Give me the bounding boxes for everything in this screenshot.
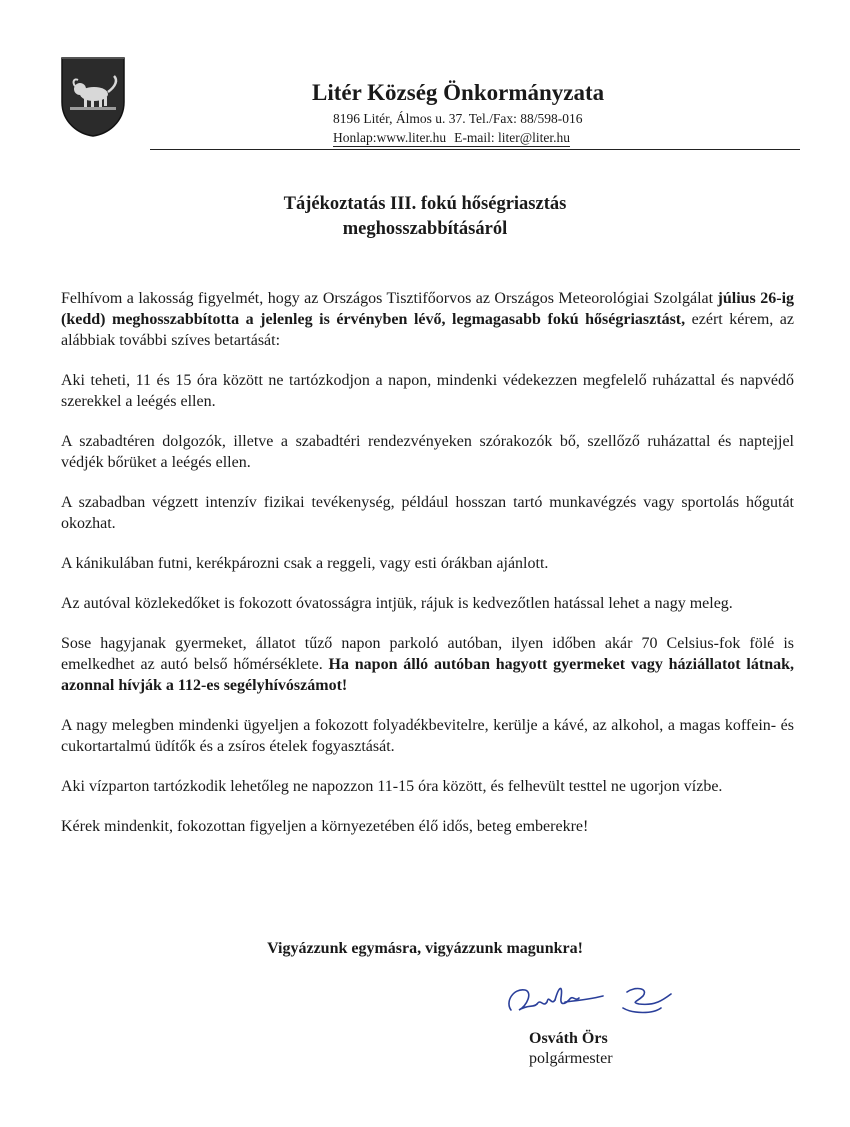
paragraph-5: A kánikulában futni, kerékpározni csak a reggeli, vagy esti órákban ajánlott. bbox=[61, 555, 549, 572]
paragraph-1 bbox=[61, 288, 794, 351]
document-body bbox=[61, 288, 794, 856]
organization-name: Litér Község Önkormányzata bbox=[312, 80, 605, 105]
paragraph-3: A szabadtéren dolgozók, illetve a szabadtéri rendezvényeken szórakozók bő, szellőző ruházattal és naptejjel védjék bőrüket a leégés ellen. bbox=[61, 433, 794, 471]
handwritten-signature bbox=[503, 980, 678, 1024]
document-title bbox=[0, 192, 850, 242]
paragraph-8: A nagy melegben mindenki ügyeljen a fokozott folyadékbevitelre, kerülje a kávé, az alkohol, a magas koffein- és cukortartalmú üdítők és a zsíros ételek fogyasztását. bbox=[61, 717, 794, 755]
title-line-2: meghosszabbításáról bbox=[342, 219, 508, 239]
closing-line: Vigyázzunk egymásra, vigyázzunk magunkra! bbox=[267, 940, 583, 957]
paragraph-1-tail: ezért kérem, az alábbiak további szíves betartását: bbox=[61, 311, 795, 349]
paragraph-2: Aki teheti, 11 és 15 óra között ne tartózkodjon a napon, mindenki védekezzen megfelelő ruházattal és napvédő szerekkel a leégés ellen. bbox=[61, 372, 794, 410]
signer-role: polgármester bbox=[529, 1050, 613, 1067]
title-line-1: Tájékoztatás III. fokú hőségriasztás bbox=[283, 194, 567, 214]
paragraph-7 bbox=[61, 633, 794, 696]
organization-address: 8196 Litér, Álmos u. 37. Tel./Fax: 88/598-016 bbox=[333, 111, 583, 126]
coat-of-arms-icon bbox=[60, 56, 126, 138]
paragraph-6: Az autóval közlekedőket is fokozott óvatosságra intjük, rájuk is kedvezőtlen hatással lehet a nagy meleg. bbox=[61, 595, 733, 612]
paragraph-7-text: Sose hagyjanak gyermeket, állatot tűző napon parkoló autóban, ilyen időben akár 70 Celsius-fok fölé is emelkedhet az autó belső hőmérséklete. bbox=[61, 635, 794, 673]
homepage-link[interactable]: Honlap:www.liter.hu bbox=[333, 130, 447, 145]
paragraph-9: Aki vízparton tartózkodik lehetőleg ne napozzon 11-15 óra között, és felhevült testtel ne ugorjon vízbe. bbox=[61, 778, 723, 795]
paragraph-4: A szabadban végzett intenzív fizikai tevékenység, például hosszan tartó munkavégzés vagy sportolás hőgutát okozhat. bbox=[61, 494, 794, 532]
organization-contact bbox=[333, 129, 570, 147]
paragraph-1-text: Felhívom a lakosság figyelmét, hogy az Országos Tisztifőorvos az Országos Meteorológiai Szolgálat bbox=[61, 290, 718, 307]
letterhead-divider bbox=[150, 149, 800, 150]
paragraph-1-emphasis: július 26-ig (kedd) meghosszabbította a jelenleg is érvényben lévő, legmagasabb fokú hőségriasztást, bbox=[61, 290, 795, 328]
paragraph-10: Kérek mindenkit, fokozottan figyeljen a környezetében élő idős, beteg emberekre! bbox=[61, 818, 589, 835]
email-link[interactable]: E-mail: liter@liter.hu bbox=[454, 130, 571, 145]
paragraph-7-emphasis: Ha napon álló autóban hagyott gyermeket vagy háziállatot látnak, azonnal hívják a 112-es segélyhívószámot! bbox=[61, 656, 795, 694]
signer-name: Osváth Örs bbox=[529, 1030, 608, 1047]
